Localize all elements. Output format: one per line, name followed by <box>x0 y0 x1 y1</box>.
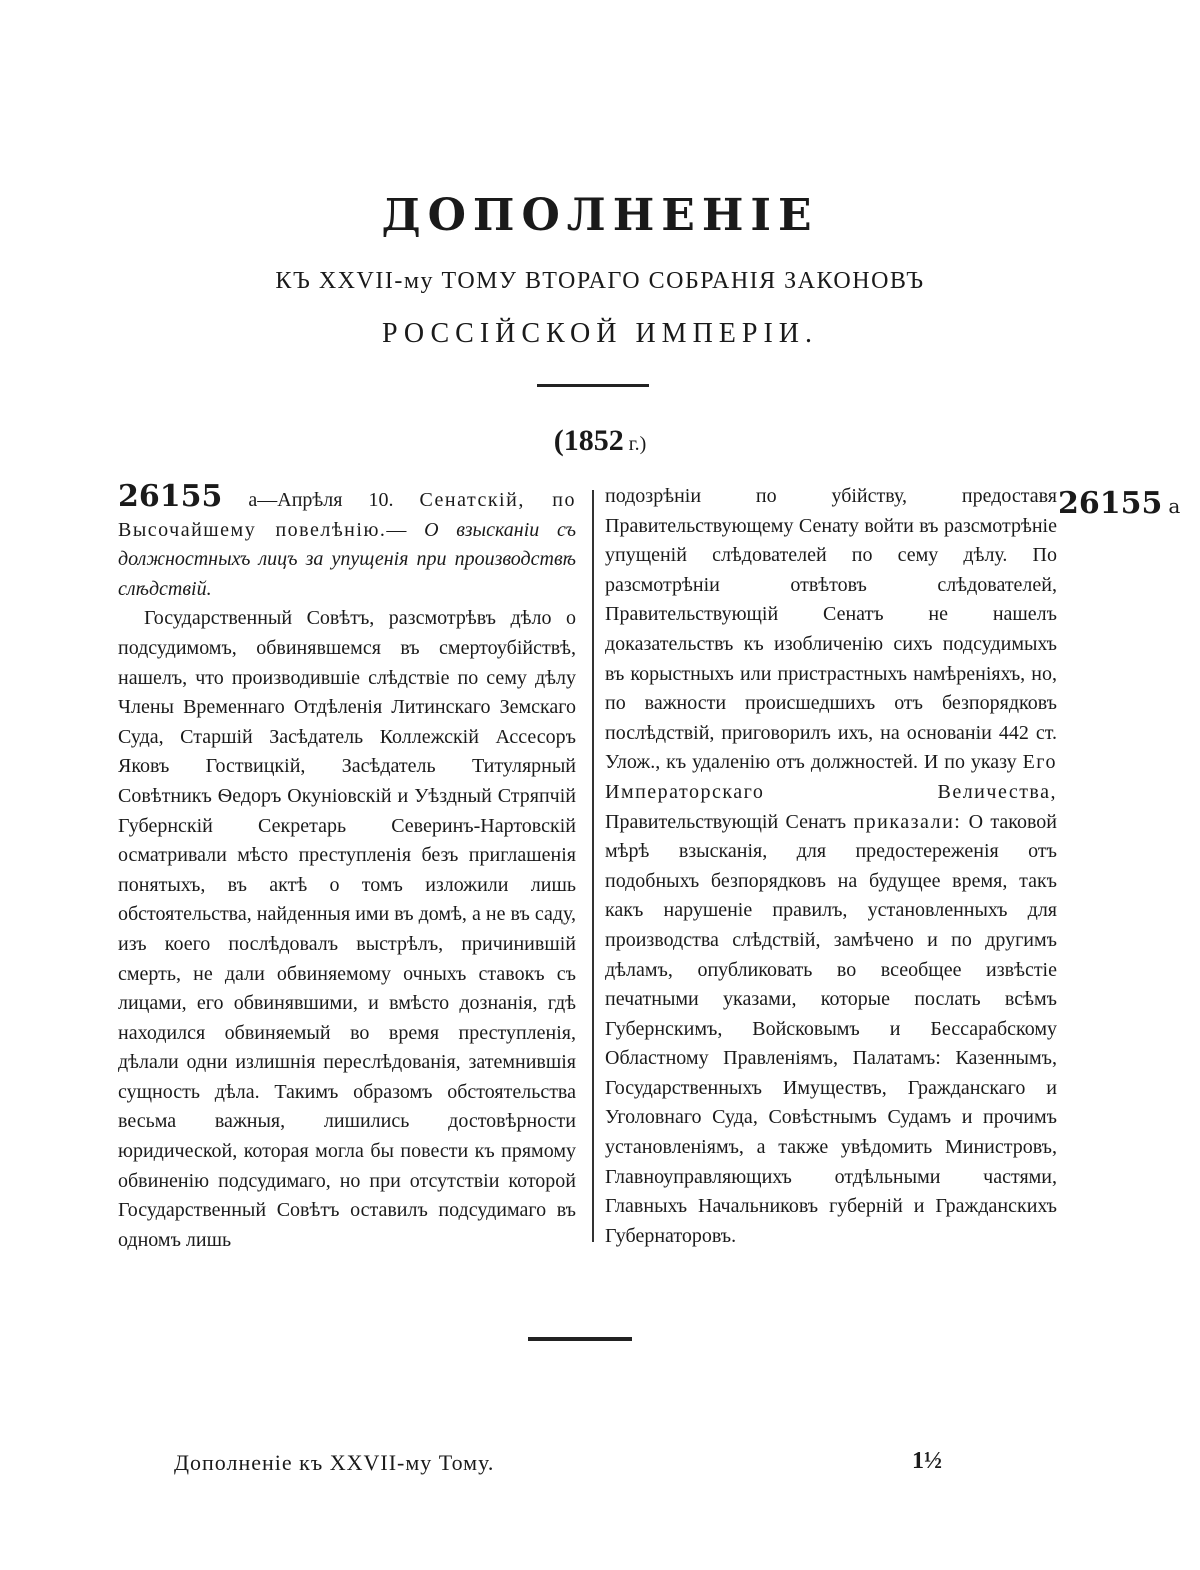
article-date: —Апрѣля 10. <box>257 489 394 511</box>
majesty-title: Его Императорскаго Величества, <box>605 751 1058 803</box>
article-number-suffix: а <box>248 489 258 511</box>
left-body-paragraph: Государственный Совѣтъ, разсмотрѣвъ дѣло о подсудимомъ, обвинявшемся въ смертоубійствѣ, нашелъ, что производившіе слѣдствіе по сему дѣлу Члены Временнаго Отдѣленія Литинскаго Земскаго Суда, Старшій Засѣдатель Коллежскій Ассесоръ Яковъ Гоствицкій, Засѣдатель Титулярный Совѣтникъ Ѳедоръ Окуніовскій и Уѣздный Стряпчій Губернскій Секретарь Северинъ-Нартовскій осматривали мѣсто преступленія безъ приглашенія понятыхъ, въ актѣ о томъ изложили лишь обстоятельства, найденныя ими въ домѣ, а не въ саду, изъ коего послѣдовалъ выстрѣлъ, причинившій смерть, не дали обвиняемому очныхъ ставокъ съ лицами, его обвинявшими, и вмѣсто дознанія, гдѣ находился обвиняемый во время преступленія, дѣлали одни излишнія переслѣдованія, затемнившія сущность дѣла. Такимъ образомъ обстоятельства весьма важныя, лишились достовѣрности юридической, которая могла бы повести къ прямому обвиненію подсудимаго, но при отсутствіи которой Государственный Совѣтъ оставилъ подсудимаго въ одномъ лишь <box>118 607 576 1251</box>
column-divider <box>592 490 594 1242</box>
article-heading: О взысканіи съ должностныхъ лицъ за упущенія при производствѣ слѣдствій. <box>118 518 577 600</box>
page-title: ДОПОЛНЕНІЕ <box>381 190 819 241</box>
left-column <box>118 479 577 1255</box>
year-open-paren: ( <box>553 424 564 457</box>
subtitle-line-2: РОССІЙСКОЙ ИМПЕРІИ. <box>381 318 819 349</box>
margin-article-number <box>1058 486 1180 521</box>
subtitle-line-1: КЪ XXVII-му ТОМУ ВТОРАГО СОБРАНІЯ ЗАКОНОВЪ <box>275 268 925 294</box>
article-number: 26155 <box>118 479 223 514</box>
year-value: 1852 <box>563 424 624 457</box>
right-column <box>605 482 1057 1251</box>
right-body-paragraph <box>605 482 1057 1251</box>
bottom-rule <box>528 1337 632 1341</box>
right-body-part-3: О таковой мѣрѣ взысканія, для предостереженія отъ подобныхъ безпорядковъ на будущее время, такъ какъ нарушеніе правилъ, установленныхъ для производства слѣдствій, замѣчено и по другимъ дѣламъ, опубликовать во всеобщее извѣстіе печатными указами, которые послать всѣмъ Губернскимъ, Войсковымъ и Бессарабскому Областному Правленіямъ, Палатамъ: Казеннымъ, Государственныхъ Имуществъ, Гражданскаго и Уголовнаго Суда, Совѣстнымъ Судамъ и прочимъ установленіямъ, а также увѣдомить Министровъ, Главноуправляющихъ отдѣльными частями, Главныхъ Начальниковъ губерній и Гражданскихъ Губернаторовъ. <box>605 810 1057 1247</box>
right-body-part-2: Правительствующій Сенатъ <box>605 810 847 833</box>
right-body-part-1: подозрѣніи по убійству, предоставя Правительствующему Сенату войти въ разсмотрѣніе упущеній слѣдователей по сему дѣлу. По разсмотрѣніи отвѣтовъ слѣдователей, Правительствующій Сенатъ не нашелъ доказательствъ къ изобличенію сихъ подсудимыхъ въ корыстныхъ или пристрастныхъ намѣреніяхъ, но, по важности происшедшихъ отъ безпорядковъ послѣдствій, приговорилъ ихъ, на основаніи 442 ст. Улож., къ удаленію отъ должностей. И по указу <box>605 485 1057 774</box>
article-header <box>118 479 577 604</box>
footer-volume-label: Дополненіе къ XXVII-му Тому. <box>174 1450 495 1475</box>
article-authority: Сенатскій, по Высочайшему повелѣнію. <box>118 489 577 541</box>
footer-signature-mark: 1½ <box>912 1448 942 1474</box>
top-rule <box>537 384 649 387</box>
article-dash: — <box>386 518 407 541</box>
margin-number: 26155 <box>1058 486 1163 521</box>
margin-number-suffix: а <box>1168 494 1181 518</box>
ordered-word: приказали: <box>853 810 962 833</box>
year-suffix: г.) <box>623 433 647 455</box>
year-heading <box>0 424 1200 458</box>
